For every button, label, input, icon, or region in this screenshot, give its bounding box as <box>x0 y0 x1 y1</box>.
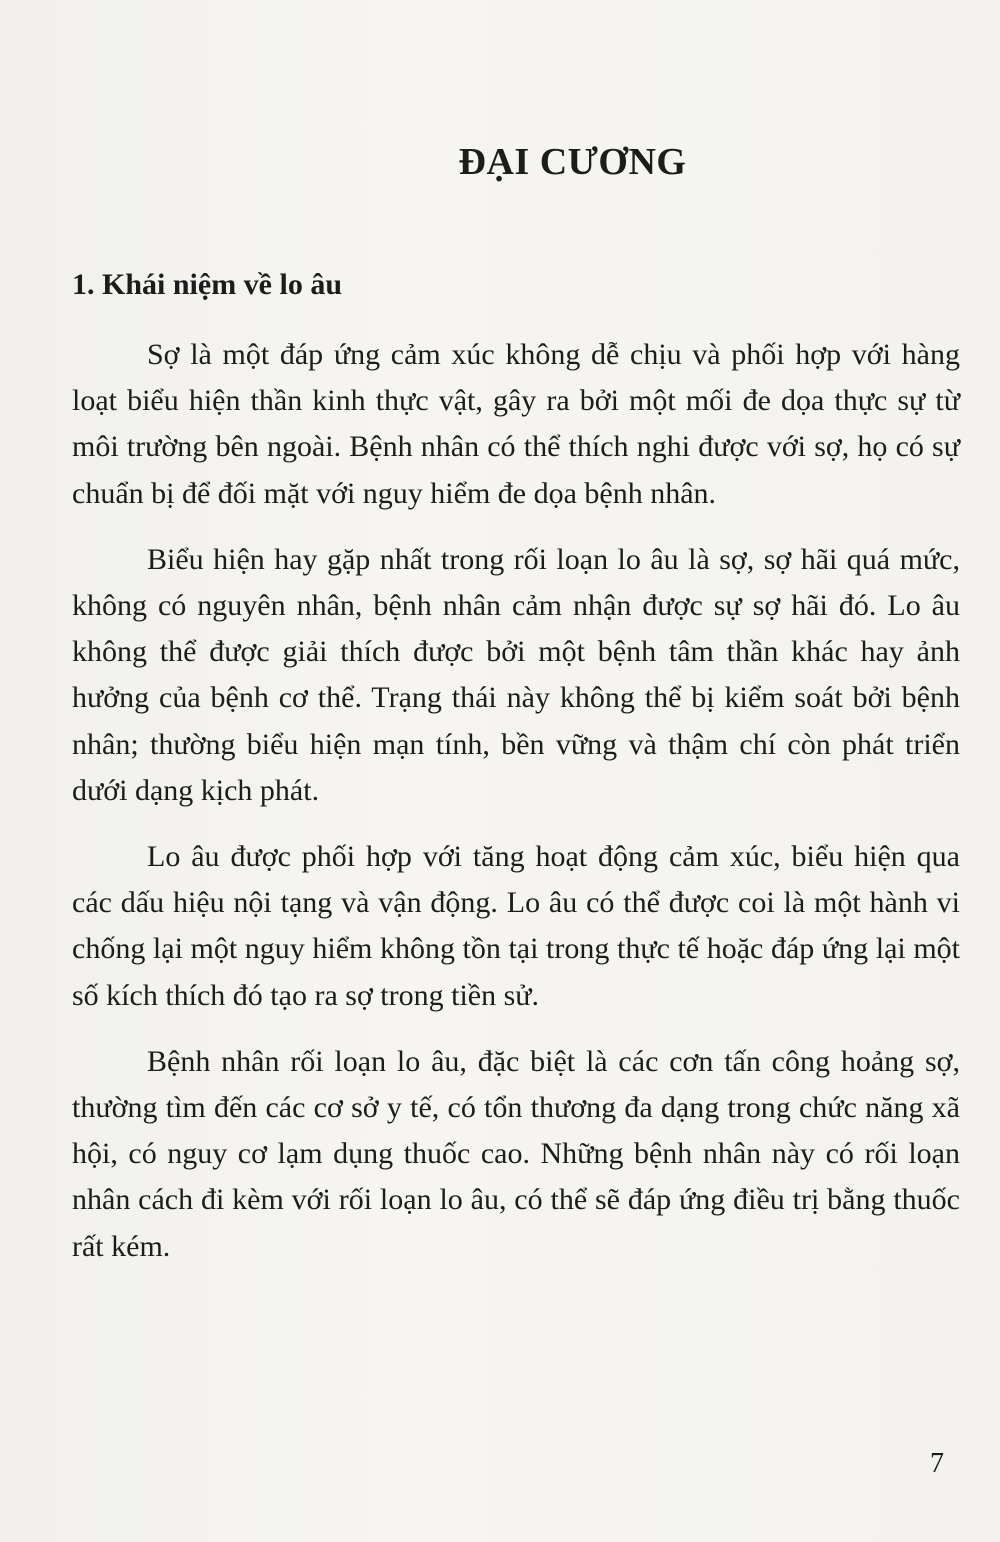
paragraph: Lo âu được phối hợp với tăng hoạt động cảm xúc, biểu hiện qua các dấu hiệu nội tạng và vận động. Lo âu có thể được coi là một hành vi chống lại một nguy hiểm không tồn tại trong thực tế hoặc đáp ứng lại một số kích thích đó tạo ra sợ trong tiền sử. <box>72 840 960 1012</box>
section-heading: 1. Khái niệm về lo âu <box>72 268 343 301</box>
paragraph: Sợ là một đáp ứng cảm xúc không dễ chịu và phối hợp với hàng loạt biểu hiện thần kinh thực vật, gây ra bởi một mối đe dọa thực sự từ môi trường bên ngoài. Bệnh nhân có thể thích nghi được với sợ, họ có sự chuẩn bị để đối mặt với nguy hiểm đe dọa bệnh nhân. <box>72 338 960 510</box>
paragraph: Bệnh nhân rối loạn lo âu, đặc biệt là các cơn tấn công hoảng sợ, thường tìm đến các cơ sở y tế, có tổn thương đa dạng trong chức năng xã hội, có nguy cơ lạm dụng thuốc cao. Những bệnh nhân này có rối loạn nhân cách đi kèm với rối loạn lo âu, có thể sẽ đáp ứng điều trị bằng thuốc rất kém. <box>72 1044 960 1263</box>
page-number: 7 <box>930 1448 944 1479</box>
paragraph: Biểu hiện hay gặp nhất trong rối loạn lo âu là sợ, sợ hãi quá mức, không có nguyên nhân, bệnh nhân cảm nhận được sự sợ hãi đó. Lo âu không thể được giải thích được bởi một bệnh tâm thần khác hay ảnh hưởng của bệnh cơ thể. Trạng thái này không thể bị kiểm soát bởi bệnh nhân; thường biểu hiện mạn tính, bền vững và thậm chí còn phát triển dưới dạng kịch phát. <box>72 542 960 807</box>
page-content <box>72 262 960 1290</box>
chapter-title: ĐẠI CƯƠNG <box>458 141 687 183</box>
